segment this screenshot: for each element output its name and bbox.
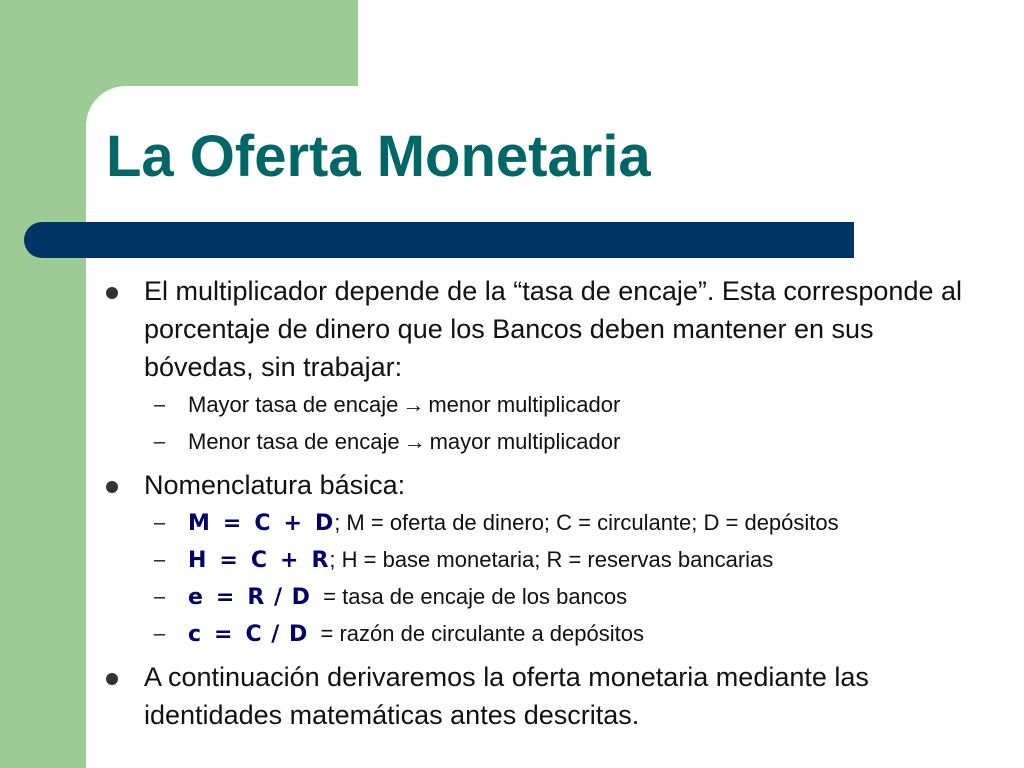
sub-bullet-right: mayor multiplicador xyxy=(429,429,621,454)
arrow-right-icon: → xyxy=(402,392,425,417)
bullet-continuacion: A continuación derivaremos la oferta monetaria mediante las identidades matemáticas antes descritas. xyxy=(144,658,964,734)
arrow-right-icon: → xyxy=(403,429,426,454)
decorative-green-strip xyxy=(0,0,86,768)
equation-var: C xyxy=(250,548,269,573)
equation-var: C xyxy=(254,511,272,536)
slide-title: La Oferta Monetaria xyxy=(106,124,651,189)
equation-op: = xyxy=(215,585,236,610)
bullet-multiplicador: El multiplicador depende de la “tasa de encaje”. Esta corresponde al porcentaje de dinero que los Bancos deben mantener en sus bóvedas, sin trabajar: xyxy=(144,272,964,386)
equation-description: ; M = oferta de dinero; C = circulante; D = depósitos xyxy=(334,510,839,535)
equation-var: c xyxy=(188,622,203,647)
equation-description: ; H = base monetaria; R = reservas bancarias xyxy=(329,547,774,572)
sub-bullet-equation-e xyxy=(188,582,988,613)
equation-var: C / D xyxy=(245,622,309,647)
sub-bullet-right: menor multiplicador xyxy=(428,392,621,417)
sub-bullet-mayor-tasa xyxy=(188,390,988,420)
sub-bullet-left: Menor tasa de encaje xyxy=(188,429,400,454)
equation-description: = tasa de encaje de los bancos xyxy=(323,584,628,609)
equation-var: e xyxy=(188,585,204,610)
equation-op: = xyxy=(214,622,234,647)
equation-op: + xyxy=(283,511,303,536)
equation-op: + xyxy=(280,548,300,573)
equation-var: H xyxy=(188,548,208,573)
sub-bullet-left: Mayor tasa de encaje xyxy=(188,392,399,417)
equation-op: = xyxy=(222,511,243,536)
sub-bullet-menor-tasa xyxy=(188,427,988,457)
equation-var: D xyxy=(314,511,335,536)
equation-var: R xyxy=(311,548,330,573)
equation-var: R / D xyxy=(247,585,311,610)
sub-bullet-equation-m xyxy=(188,508,988,539)
equation-description: = razón de circulante a depósitos xyxy=(320,621,644,646)
sub-bullet-equation-h xyxy=(188,545,988,576)
title-underline-bar xyxy=(24,222,854,258)
bullet-nomenclatura: Nomenclatura básica: xyxy=(144,466,964,504)
equation-var: M xyxy=(188,511,211,536)
equation-op: = xyxy=(219,548,239,573)
sub-bullet-equation-c xyxy=(188,619,988,650)
